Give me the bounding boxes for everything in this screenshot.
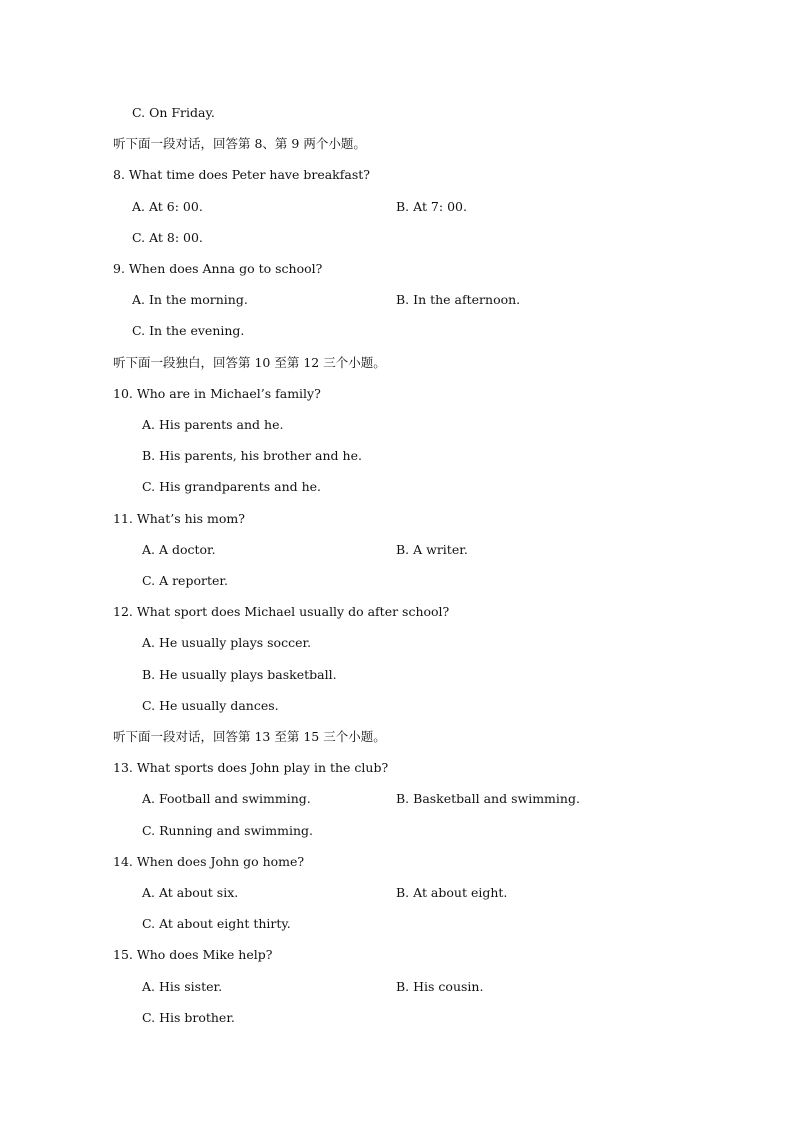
option-text: A. At 6: 00. — [132, 199, 203, 214]
option-text: C. Running and swimming. — [142, 823, 313, 838]
option-text: B. His parents, his brother and he. — [142, 448, 362, 463]
option-text: B. Basketball and swimming. — [396, 791, 580, 806]
option-text: B. His cousin. — [396, 979, 484, 994]
option-text: C. At 8: 00. — [132, 230, 203, 245]
option-text: B. A writer. — [396, 542, 468, 557]
option-text: C. In the evening. — [132, 323, 245, 338]
option-text: C. His grandparents and he. — [142, 479, 322, 494]
question-text: 9. When does Anna go to school? — [113, 261, 323, 276]
option-text: C. On Friday. — [132, 105, 215, 120]
question-text: 10. Who are in Michael’s family? — [113, 386, 321, 401]
question-text: 15. Who does Mike help? — [113, 947, 273, 962]
option-text: C. His brother. — [142, 1010, 235, 1025]
section-instruction: 听下面一段对话，回答第 13 至第 15 三个小题。 — [113, 729, 386, 744]
option-text: C. At about eight thirty. — [142, 916, 291, 931]
option-text: B. At 7: 00. — [396, 199, 467, 214]
option-text: A. His parents and he. — [142, 417, 284, 432]
option-text: B. In the afternoon. — [396, 292, 521, 307]
section-instruction: 听下面一段独白，回答第 10 至第 12 三个小题。 — [113, 355, 386, 370]
question-text: 14. When does John go home? — [113, 854, 305, 869]
option-text: A. Football and swimming. — [142, 791, 311, 806]
question-text: 13. What sports does John play in the club? — [113, 760, 389, 775]
option-text: A. In the morning. — [132, 292, 248, 307]
question-text: 8. What time does Peter have breakfast? — [113, 167, 370, 182]
option-text: B. At about eight. — [396, 885, 508, 900]
section-instruction: 听下面一段对话，回答第 8、第 9 两个小题。 — [113, 136, 366, 151]
option-text: C. He usually dances. — [142, 698, 279, 713]
option-text: A. His sister. — [142, 979, 223, 994]
question-text: 11. What’s his mom? — [113, 511, 245, 526]
question-text: 12. What sport does Michael usually do after school? — [113, 604, 450, 619]
option-text: A. He usually plays soccer. — [142, 635, 312, 650]
option-text: A. At about six. — [142, 885, 239, 900]
option-text: A. A doctor. — [142, 542, 216, 557]
option-text: B. He usually plays basketball. — [142, 667, 337, 682]
option-text: C. A reporter. — [142, 573, 228, 588]
